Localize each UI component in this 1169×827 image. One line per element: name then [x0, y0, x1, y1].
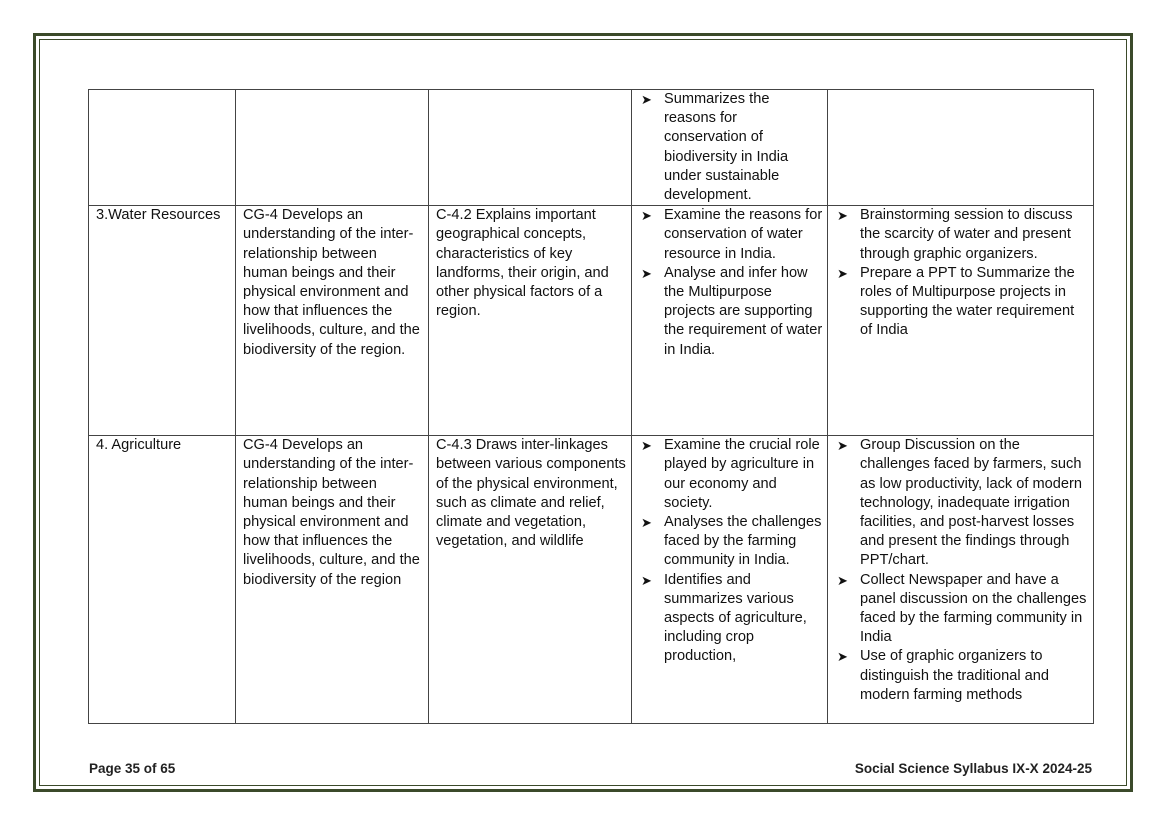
- list-item-text: Examine the reasons for conservation of water resource in India.: [664, 207, 823, 262]
- unit-cell: 4. Agriculture: [89, 436, 236, 724]
- list-item: [835, 264, 1089, 341]
- list-item-text: Analyse and infer how the Multipurpose projects are supporting the requirement of water in India.: [664, 264, 823, 358]
- list-item-text: Examine the crucial role played by agriculture in our economy and society.: [664, 437, 820, 511]
- list-item-text: Summarizes the reasons for conservation of biodiversity in India under sustainable development.: [664, 91, 789, 204]
- arrowhead-bullet-icon: ➤: [837, 572, 848, 588]
- list-item-text: Collect Newspaper and have a panel discussion on the challenges faced by the farming community in India: [860, 571, 1087, 646]
- list-item: [639, 513, 823, 571]
- list-item: [639, 436, 823, 513]
- document-title: Social Science Syllabus IX-X 2024-25: [854, 761, 1092, 776]
- bullet-list: [639, 206, 823, 360]
- bullet-list: [639, 436, 823, 666]
- list-item-text: Identifies and summarizes various aspects of agriculture, including crop production,: [664, 571, 807, 665]
- bullet-list: [639, 90, 823, 205]
- pedagogy-cell: [632, 90, 828, 206]
- arrowhead-bullet-icon: ➤: [641, 572, 652, 588]
- table-row: [89, 206, 1094, 436]
- competency-cell: CG-4 Develops an understanding of the inter-relationship between human beings and their physical environment and how that influences the livelihoods, culture, and the biodiversity of the region: [236, 436, 429, 724]
- learning-outcome-cell: C-4.2 Explains important geographical concepts, characteristics of key landforms, their origin, and other physical factors of a region.: [429, 206, 632, 436]
- arrowhead-bullet-icon: ➤: [837, 438, 848, 454]
- list-item: [835, 206, 1089, 264]
- syllabus-table: [88, 89, 1094, 724]
- arrowhead-bullet-icon: ➤: [641, 208, 652, 224]
- table-row: [89, 90, 1094, 206]
- table-row: [89, 436, 1094, 724]
- pedagogy-cell: [632, 436, 828, 724]
- competency-cell: CG-4 Develops an understanding of the inter-relationship between human beings and their physical environment and how that influences the livelihoods, culture, and the biodiversity of the region.: [236, 206, 429, 436]
- competency-cell: [236, 90, 429, 206]
- list-item: [835, 436, 1089, 570]
- activities-cell: [828, 206, 1094, 436]
- list-item: [639, 264, 823, 360]
- list-item-text: Prepare a PPT to Summarize the roles of Multipurpose projects in supporting the water requirement of India: [860, 264, 1075, 339]
- arrowhead-bullet-icon: ➤: [837, 265, 848, 281]
- arrowhead-bullet-icon: ➤: [837, 649, 848, 665]
- arrowhead-bullet-icon: ➤: [641, 515, 652, 531]
- list-item-text: Analyses the challenges faced by the farming community in India.: [664, 514, 822, 569]
- bullet-list: [835, 436, 1089, 705]
- activities-cell: [828, 90, 1094, 206]
- arrowhead-bullet-icon: ➤: [641, 92, 652, 107]
- list-item-text: Group Discussion on the challenges faced by farmers, such as low productivity, lack of modern technology, inadequate irrigation facilities, and post-harvest losses and present the findings through PPT/chart.: [860, 437, 1082, 569]
- learning-outcome-cell: [429, 90, 632, 206]
- unit-cell: [89, 90, 236, 206]
- unit-cell: 3.Water Resources: [89, 206, 236, 436]
- list-item-text: Use of graphic organizers to distinguish the traditional and modern farming methods: [860, 648, 1050, 703]
- page-number: Page 35 of 65: [89, 761, 176, 776]
- list-item: [835, 571, 1089, 648]
- learning-outcome-cell: C-4.3 Draws inter-linkages between various components of the physical environment, such as climate and relief, climate and vegetation, vegetation, and wildlife: [429, 436, 632, 724]
- list-item: [639, 90, 823, 205]
- arrowhead-bullet-icon: ➤: [641, 265, 652, 281]
- activities-cell: [828, 436, 1094, 724]
- list-item-text: Brainstorming session to discuss the scarcity of water and present through graphic organizers.: [860, 207, 1073, 262]
- pedagogy-cell: [632, 206, 828, 436]
- arrowhead-bullet-icon: ➤: [641, 438, 652, 454]
- list-item: [639, 571, 823, 667]
- bullet-list: [835, 206, 1089, 340]
- list-item: [639, 206, 823, 264]
- list-item: [835, 647, 1089, 705]
- arrowhead-bullet-icon: ➤: [837, 208, 848, 224]
